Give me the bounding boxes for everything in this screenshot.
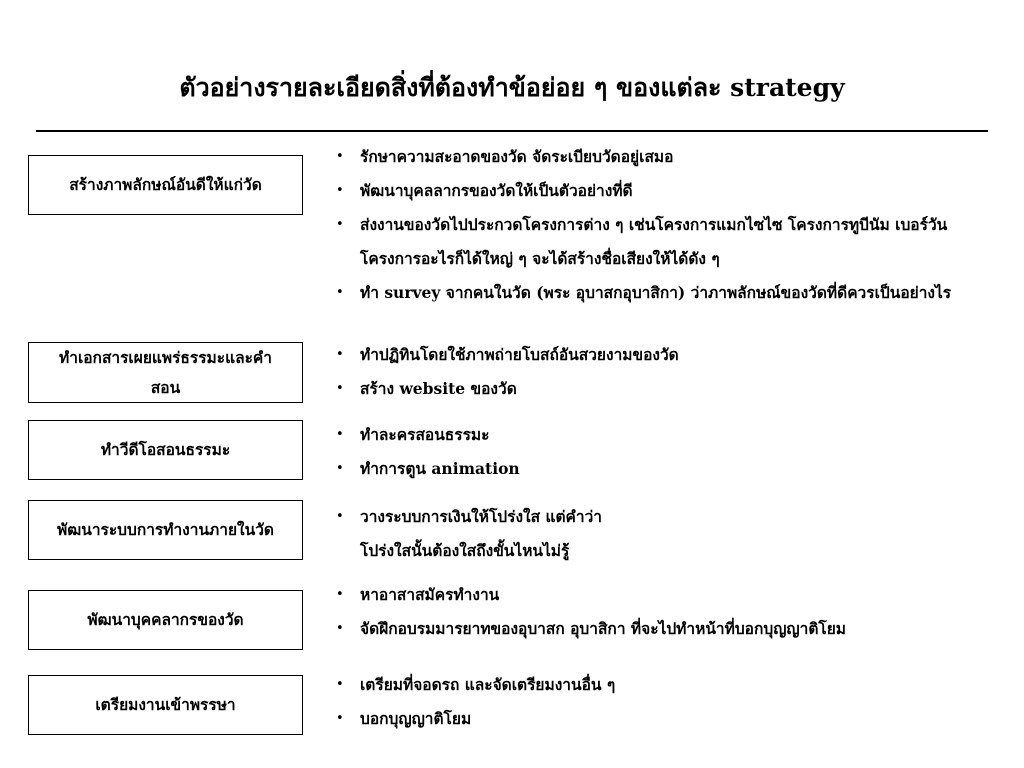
strategy-label: สร้างภาพลักษณ์อันดีให้แก่วัด xyxy=(69,175,262,194)
task-list-documents xyxy=(336,338,986,406)
strategy-box-internal-system xyxy=(28,500,303,560)
list-item xyxy=(336,208,968,276)
task-text: หาอาสาสมัครทำงาน xyxy=(360,585,500,604)
task-text: ทำ survey จากคนในวัด (พระ อุบาสกอุบาสิกา) ว่าภาพลักษณ์ของวัดที่ดีควรเป็นอย่างไร xyxy=(360,283,952,302)
task-text: สร้าง website ของวัด xyxy=(360,379,517,398)
strategy-box-personnel xyxy=(28,590,303,650)
task-text: บอกบุญญาติโยม xyxy=(360,709,472,728)
task-list-video xyxy=(336,418,986,486)
strategy-label: เตรียมงานเข้าพรรษา xyxy=(95,695,236,714)
bullet-dot: • xyxy=(336,587,344,602)
strategy-label: ทำวีดีโอสอนธรรมะ xyxy=(100,440,231,459)
list-item xyxy=(336,276,968,310)
task-list-lent xyxy=(336,668,986,736)
bullet-dot: • xyxy=(336,621,344,636)
task-text: เตรียมที่จอดรถ และจัดเตรียมงานอื่น ๆ xyxy=(360,675,616,694)
bullet-dot: • xyxy=(336,183,344,198)
list-item xyxy=(336,418,986,452)
strategy-box-documents xyxy=(28,342,303,403)
task-text: ส่งงานของวัดไปประกวดโครงการต่าง ๆ เช่นโครงการแมกไซไซ โครงการทูบีนัม เบอร์วัน โครงการอะไรก็ได้ใหญ่ ๆ จะได้สร้างชื่อเสียงให้ได้ดัง ๆ xyxy=(360,215,948,268)
strategy-label: พัฒนาบุคคลากรของวัด xyxy=(87,610,244,629)
bullet-dot: • xyxy=(336,509,344,524)
bullet-dot: • xyxy=(336,285,344,300)
task-list-personnel xyxy=(336,578,986,646)
task-text: พัฒนาบุคลลากรของวัดให้เป็นตัวอย่างที่ดี xyxy=(360,181,633,200)
bullet-dot: • xyxy=(336,217,344,232)
task-list-image xyxy=(336,140,968,310)
task-text: วางระบบการเงินให้โปร่งใส แต่คำว่าโปร่งใสนั้นต้องใสถึงขั้นไหนไม่รู้ xyxy=(360,507,602,560)
strategy-label: พัฒนาระบบการทำงานภายในวัด xyxy=(57,520,274,539)
list-item xyxy=(336,174,968,208)
list-item xyxy=(336,612,986,646)
task-text: ทำละครสอนธรรมะ xyxy=(360,425,490,444)
strategy-box-video xyxy=(28,420,303,480)
bullet-dot: • xyxy=(336,677,344,692)
list-item xyxy=(336,372,986,406)
task-list-internal-system xyxy=(336,500,636,568)
task-text: ทำการตูน animation xyxy=(360,459,520,478)
strategy-box-image xyxy=(28,155,303,215)
list-item xyxy=(336,140,968,174)
list-item xyxy=(336,500,636,568)
bullet-dot: • xyxy=(336,381,344,396)
list-item xyxy=(336,338,986,372)
list-item xyxy=(336,668,986,702)
bullet-dot: • xyxy=(336,149,344,164)
title-divider xyxy=(36,130,988,132)
bullet-dot: • xyxy=(336,461,344,476)
strategy-label: ทำเอกสารเผยแพร่ธรรมะและคำสอน xyxy=(59,347,272,397)
strategy-box-lent xyxy=(28,675,303,735)
bullet-dot: • xyxy=(336,711,344,726)
list-item xyxy=(336,578,986,612)
task-text: รักษาความสะอาดของวัด จัดระเบียบวัดอยู่เสมอ xyxy=(360,147,674,166)
bullet-dot: • xyxy=(336,427,344,442)
list-item xyxy=(336,452,986,486)
task-text: ทำปฏิทินโดยใช้ภาพถ่ายโบสถ์อันสวยงามของวัด xyxy=(360,345,679,364)
slide-title: ตัวอย่างรายละเอียดสิ่งที่ต้องทำข้อย่อย ๆ ของแต่ละ strategy xyxy=(179,73,845,102)
list-item xyxy=(336,702,986,736)
task-text: จัดฝึกอบรมมารยาทของอุบาสก อุบาสิกา ที่จะไปทำหน้าที่บอกบุญญาติโยม xyxy=(360,619,847,638)
bullet-dot: • xyxy=(336,347,344,362)
